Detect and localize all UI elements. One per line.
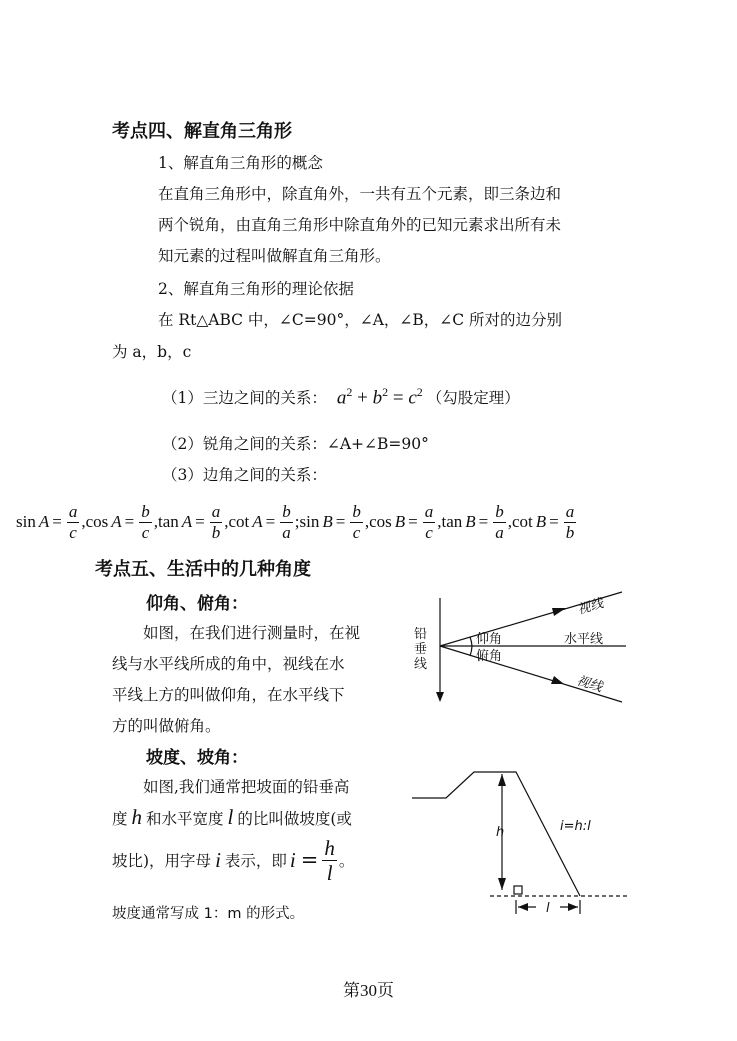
paragraph-line: 为 a，b，c — [112, 343, 192, 361]
height-label: h — [496, 825, 505, 840]
paragraph-line: 坡比)，用字母 i 表示，即 i = $\frac{h}{l}$ 。 — [112, 835, 355, 885]
relation-2: （2）锐角之间的关系：∠A+∠B=90° — [162, 435, 429, 453]
horizontal-label: 水平线 — [564, 632, 604, 647]
trig-formula: cot B = $\frac{a}{b}$ — [512, 501, 575, 542]
paragraph-line: 知元素的过程叫做解直角三角形。 — [158, 247, 391, 265]
section-5-title: 考点五、生活中的几种角度 — [95, 559, 311, 580]
trig-formula-row — [16, 494, 578, 550]
subheading-elevation-depression: 仰角、俯角： — [146, 594, 248, 614]
sight-label-top: 视线 — [575, 596, 606, 618]
paragraph-line: 方的叫做俯角。 — [112, 717, 221, 735]
trig-formula: sin A = $\frac{a}{c}$ , — [16, 501, 86, 542]
paragraph-line: 平线上方的叫做仰角，在水平线下 — [112, 686, 345, 704]
paragraph-line: 在直角三角形中，除直角外，一共有五个元素，即三条边和 — [158, 185, 562, 203]
pythagorean-formula: $a^2 + b^2 = c^2$ — [336, 384, 423, 409]
page-number: 第30页 — [343, 981, 394, 1000]
trig-formula: cos A = $\frac{b}{c}$ , — [85, 501, 158, 542]
trig-formula: tan A = $\frac{a}{b}$ , — [157, 501, 229, 542]
relation-1-note: （勾股定理） — [426, 389, 520, 407]
relation-1 — [162, 380, 520, 414]
height-arrow-down-icon — [498, 878, 506, 890]
paragraph-line: 如图，在我们进行测量时，在视 — [143, 624, 361, 642]
height-arrow-up-icon — [498, 774, 506, 786]
slope-fraction: $\frac{h}{l}$ — [324, 835, 335, 885]
sight-arrow-up-icon — [552, 608, 566, 616]
sight-arrow-down-icon — [551, 676, 564, 684]
paragraph-line: 坡度通常写成 1：m 的形式。 — [112, 906, 305, 922]
trig-formula: cos B = $\frac{a}{c}$ , — [369, 501, 442, 542]
width-arrow-right-icon — [568, 903, 578, 911]
paragraph-line: 在 Rt△ABC 中，∠C=90°，∠A，∠B，∠C 所对的边分别 — [158, 311, 563, 329]
elevation-depression-diagram — [404, 582, 630, 706]
trig-formula: cot A = $\frac{b}{a}$ ; — [228, 501, 300, 542]
trig-formula: sin B = $\frac{b}{c}$ , — [299, 501, 370, 542]
slope-diagram — [410, 762, 630, 922]
relation-1-label: （1）三边之间的关系： — [162, 389, 327, 407]
sight-label-bottom: 视线 — [574, 673, 605, 696]
paragraph-line: 如图,我们通常把坡面的铅垂高 — [143, 778, 350, 796]
paragraph-line: 两个锐角，由直角三角形中除直角外的已知元素求出所有未 — [158, 216, 562, 234]
plumb-label: 线 — [414, 657, 428, 672]
subheading-slope: 坡度、坡角： — [146, 748, 248, 768]
elevation-label: 仰角 — [476, 632, 503, 647]
paragraph-line: 线与水平线所成的角中，视线在水 — [112, 655, 345, 673]
section-4-title: 考点四、解直角三角形 — [112, 121, 292, 142]
trig-formula: tan B = $\frac{b}{a}$ , — [441, 501, 512, 542]
relation-3: （3）边角之间的关系： — [162, 466, 327, 484]
plumb-label: 铅 — [414, 627, 428, 642]
right-angle-marker — [514, 886, 522, 894]
ratio-label: i=h:l — [560, 819, 591, 834]
width-label: l — [546, 901, 550, 916]
paragraph-line: 度 h 和水平宽度 l 的比叫做坡度(或 — [112, 805, 352, 829]
subheading-concept: 1、解直角三角形的概念 — [158, 154, 323, 172]
width-arrow-left-icon — [518, 903, 528, 911]
depression-label: 俯角 — [476, 649, 503, 664]
plumb-arrow-icon — [436, 692, 444, 702]
subheading-basis: 2、解直角三角形的理论依据 — [158, 280, 354, 298]
plumb-label: 垂 — [414, 642, 428, 657]
